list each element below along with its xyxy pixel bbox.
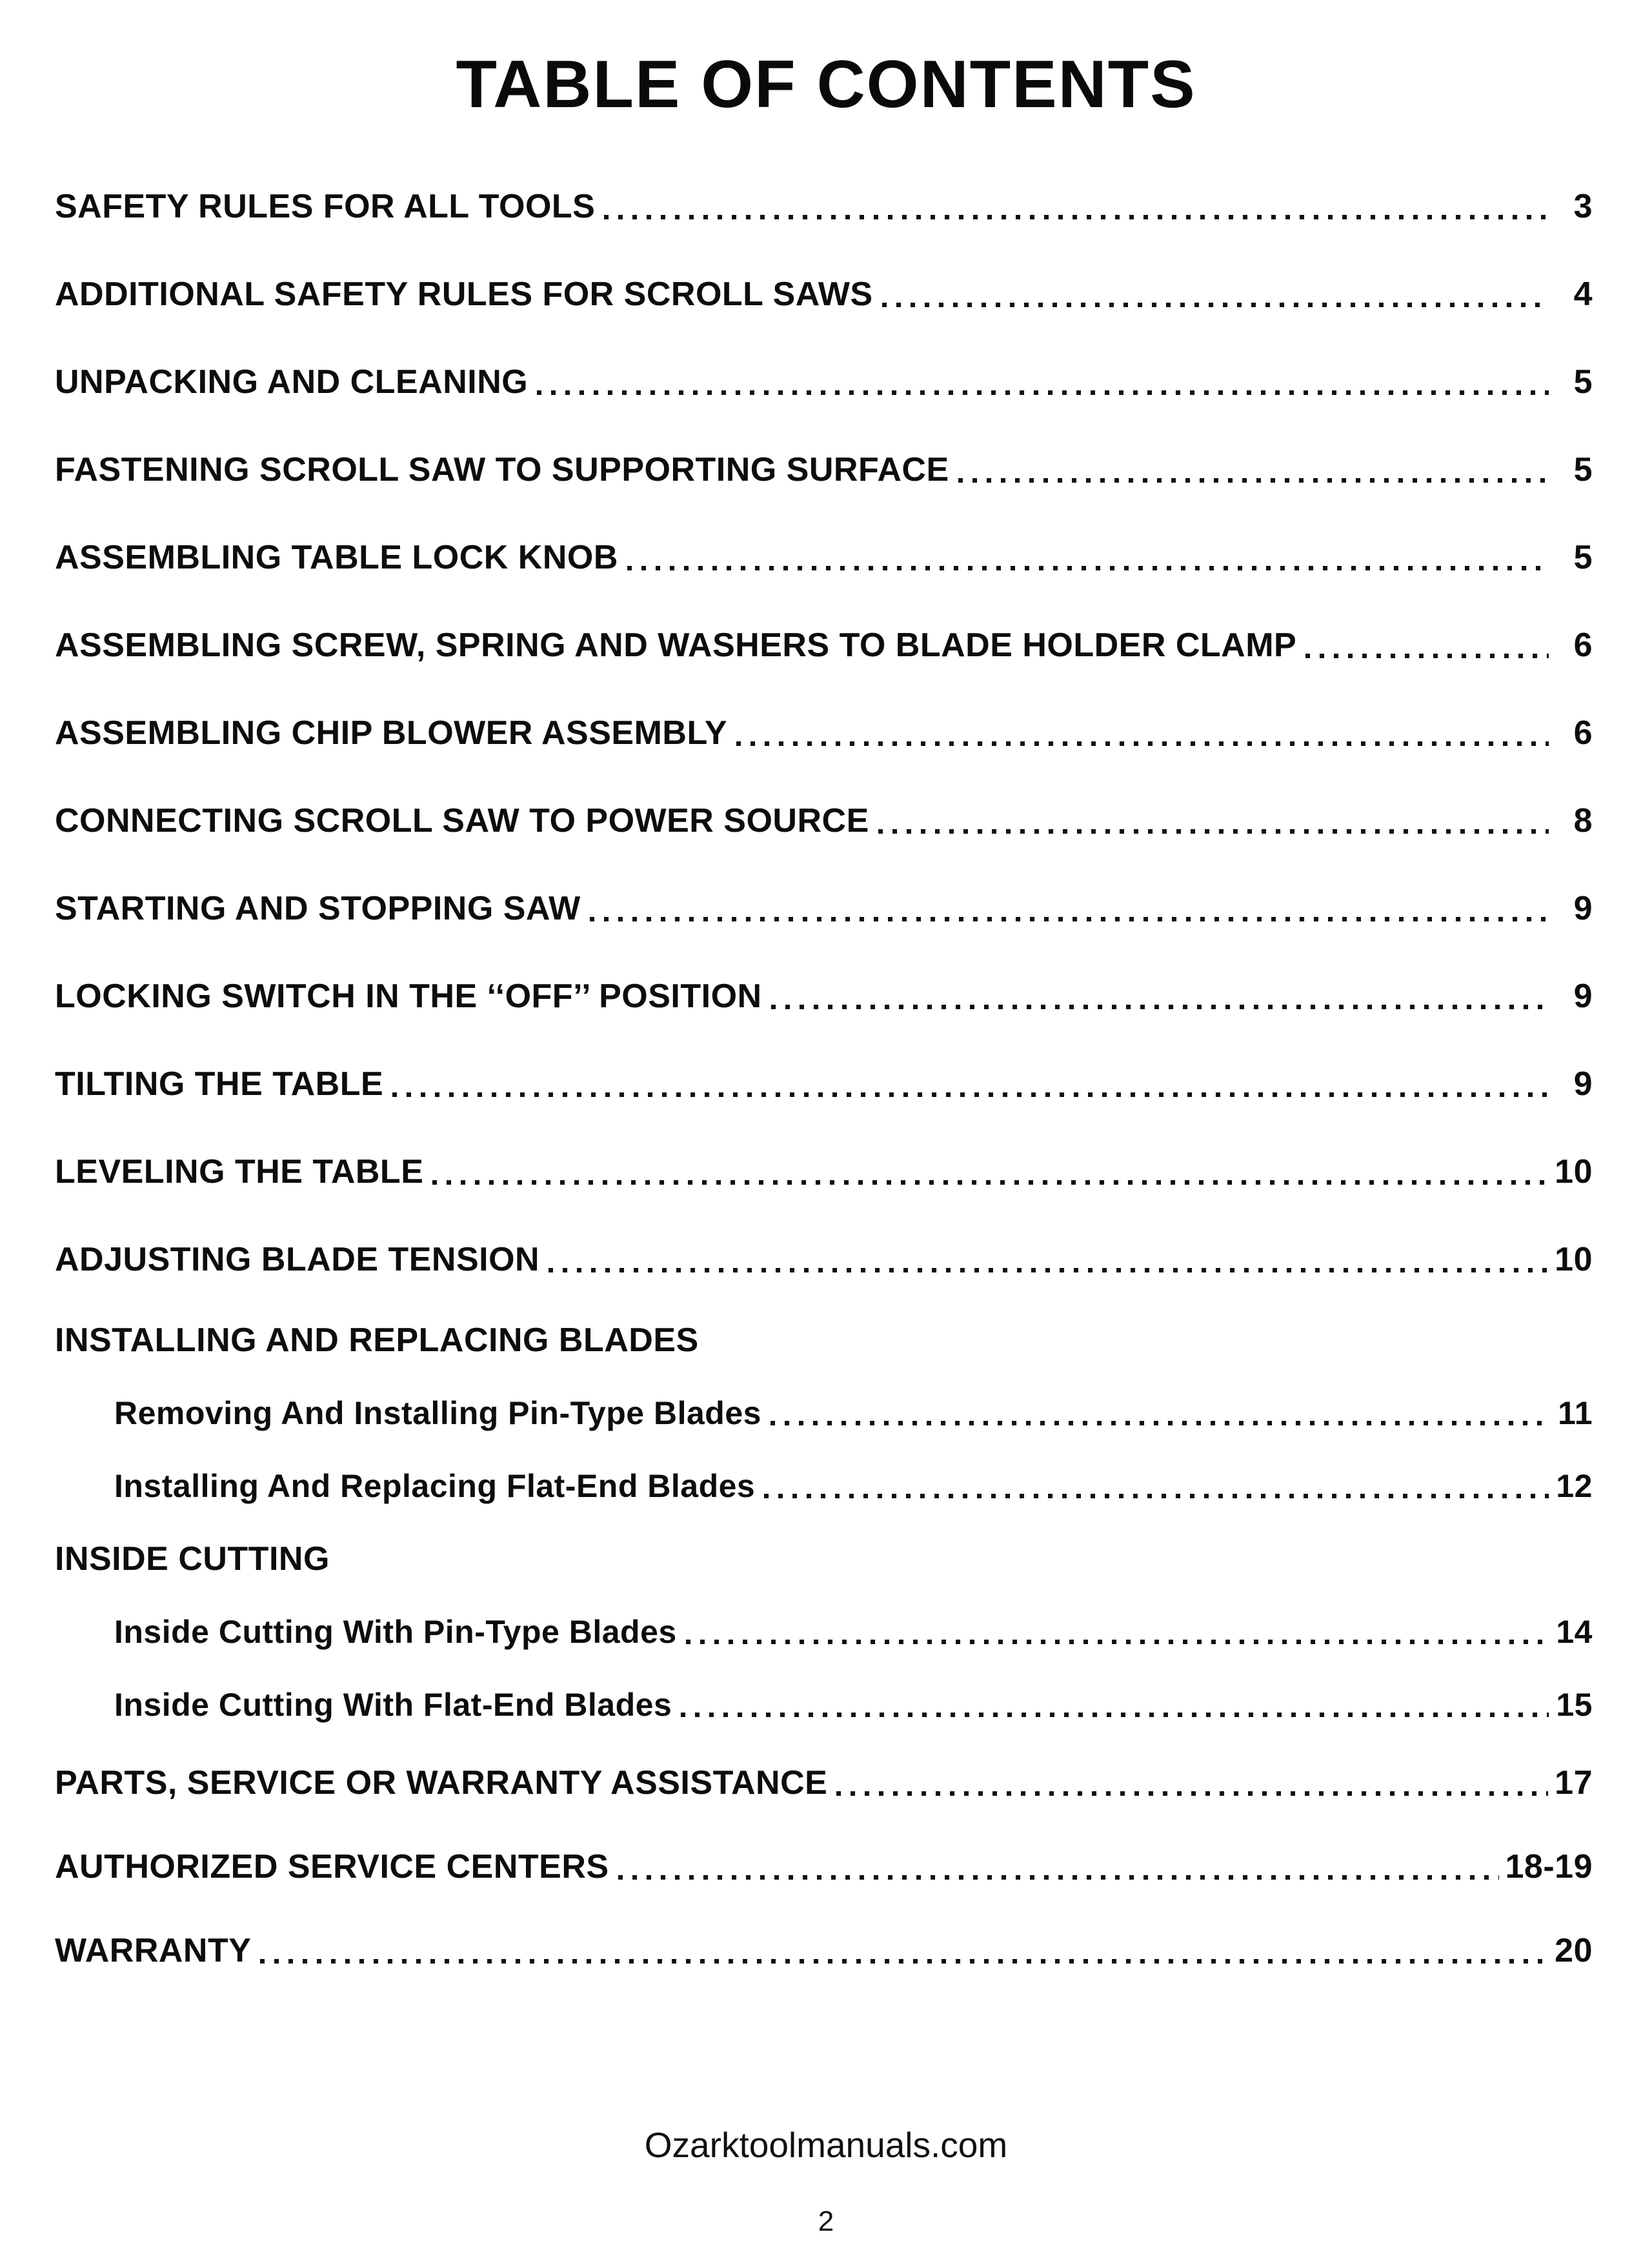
- toc-entry-label: AUTHORIZED SERVICE CENTERS: [55, 1848, 609, 1885]
- toc-entry-label: INSTALLING AND REPLACING BLADES: [55, 1321, 699, 1359]
- dot-leader: [681, 1713, 1549, 1717]
- toc-entry-label: FASTENING SCROLL SAW TO SUPPORTING SURFACE: [55, 451, 949, 488]
- toc-entry: [55, 689, 1593, 777]
- dot-leader: [771, 1421, 1549, 1425]
- table-of-contents: [55, 163, 1593, 1993]
- toc-entry: [55, 777, 1593, 865]
- toc-entry-page-number: 18-19: [1505, 1848, 1593, 1885]
- toc-entry-label: Installing And Replacing Flat-End Blades: [114, 1467, 756, 1504]
- footer-website-text: Ozarktoolmanuals.com: [644, 2125, 1008, 2165]
- toc-entry-label: STARTING AND STOPPING SAW: [55, 890, 581, 927]
- dot-leader: [392, 1092, 1549, 1097]
- dot-leader: [549, 1268, 1548, 1272]
- toc-entry: [55, 1376, 1593, 1449]
- toc-entry-page-number: 6: [1573, 627, 1593, 664]
- toc-entry-label: INSIDE CUTTING: [55, 1540, 330, 1578]
- dot-leader: [604, 215, 1549, 219]
- toc-entry-label: ASSEMBLING CHIP BLOWER ASSEMBLY: [55, 714, 728, 752]
- dot-leader: [432, 1180, 1548, 1185]
- dot-leader: [764, 1494, 1549, 1498]
- toc-entry-page-number: 9: [1573, 978, 1593, 1015]
- dot-leader: [1305, 654, 1549, 658]
- toc-entry: [55, 1909, 1593, 1993]
- toc-entry-page-number: 20: [1555, 1932, 1593, 1969]
- toc-entry-page-number: 5: [1573, 539, 1593, 576]
- toc-entry-page-number: 9: [1573, 1065, 1593, 1103]
- toc-entry: [55, 1040, 1593, 1128]
- toc-entry: [55, 952, 1593, 1040]
- toc-entry-label: Removing And Installing Pin-Type Blades: [114, 1394, 761, 1431]
- toc-entry-label: TILTING THE TABLE: [55, 1065, 384, 1103]
- toc-entry-label: UNPACKING AND CLEANING: [55, 363, 529, 401]
- dot-leader: [878, 829, 1549, 834]
- toc-entry: [55, 601, 1593, 689]
- toc-entry: [55, 514, 1593, 601]
- dot-leader: [537, 390, 1549, 395]
- toc-entry-label: ADDITIONAL SAFETY RULES FOR SCROLL SAWS: [55, 276, 873, 313]
- toc-entry: [55, 426, 1593, 514]
- toc-entry-page-number: 9: [1573, 890, 1593, 927]
- toc-entry: [55, 1741, 1593, 1825]
- toc-entry-label: ASSEMBLING TABLE LOCK KNOB: [55, 539, 618, 576]
- dot-leader: [958, 478, 1549, 483]
- toc-entry-page-number: 14: [1556, 1613, 1593, 1650]
- toc-entry-label: Inside Cutting With Flat-End Blades: [114, 1686, 672, 1723]
- page-title: TABLE OF CONTENTS: [456, 47, 1196, 122]
- toc-entry: [55, 865, 1593, 952]
- toc-entry: [55, 1449, 1593, 1522]
- toc-entry-page-number: 4: [1573, 276, 1593, 313]
- toc-entry-page-number: 6: [1573, 714, 1593, 752]
- toc-entry: [55, 338, 1593, 426]
- toc-entry-page-number: 3: [1573, 188, 1593, 225]
- toc-entry: [55, 1303, 1593, 1376]
- toc-entry-page-number: 10: [1555, 1241, 1593, 1278]
- toc-entry: [55, 1216, 1593, 1303]
- toc-entry-page-number: 12: [1556, 1467, 1593, 1504]
- footer-page-number: 2: [818, 2206, 834, 2237]
- dot-leader: [882, 303, 1549, 307]
- toc-entry: [55, 1668, 1593, 1741]
- toc-entry: [55, 250, 1593, 338]
- toc-entry-label: LOCKING SWITCH IN THE ‘‘OFF’’ POSITION: [55, 978, 762, 1015]
- dot-leader: [771, 1005, 1549, 1009]
- dot-leader: [836, 1791, 1548, 1796]
- dot-leader: [686, 1640, 1549, 1644]
- toc-entry: [55, 1522, 1593, 1595]
- toc-entry-page-number: 5: [1573, 451, 1593, 488]
- dot-leader: [627, 566, 1549, 570]
- toc-entry-label: PARTS, SERVICE OR WARRANTY ASSISTANCE: [55, 1764, 828, 1802]
- toc-entry-label: SAFETY RULES FOR ALL TOOLS: [55, 188, 596, 225]
- dot-leader: [260, 1959, 1548, 1964]
- toc-entry-label: ADJUSTING BLADE TENSION: [55, 1241, 540, 1278]
- toc-entry-label: ASSEMBLING SCREW, SPRING AND WASHERS TO BLADE HOLDER CLAMP: [55, 627, 1297, 664]
- toc-entry-page-number: 8: [1573, 802, 1593, 839]
- toc-entry-page-number: 10: [1555, 1153, 1593, 1191]
- toc-entry-label: CONNECTING SCROLL SAW TO POWER SOURCE: [55, 802, 869, 839]
- toc-entry-page-number: 11: [1558, 1394, 1593, 1431]
- toc-entry-label: WARRANTY: [55, 1932, 252, 1969]
- toc-entry: [55, 163, 1593, 250]
- dot-leader: [590, 917, 1549, 921]
- toc-entry: [55, 1128, 1593, 1216]
- toc-entry-label: LEVELING THE TABLE: [55, 1153, 424, 1191]
- toc-entry-page-number: 17: [1555, 1764, 1593, 1802]
- toc-entry: [55, 1825, 1593, 1909]
- toc-entry-page-number: 5: [1573, 363, 1593, 401]
- toc-entry: [55, 1595, 1593, 1668]
- toc-entry-label: Inside Cutting With Pin-Type Blades: [114, 1613, 677, 1650]
- toc-entry-page-number: 15: [1556, 1686, 1593, 1723]
- dot-leader: [736, 741, 1549, 746]
- dot-leader: [618, 1875, 1499, 1880]
